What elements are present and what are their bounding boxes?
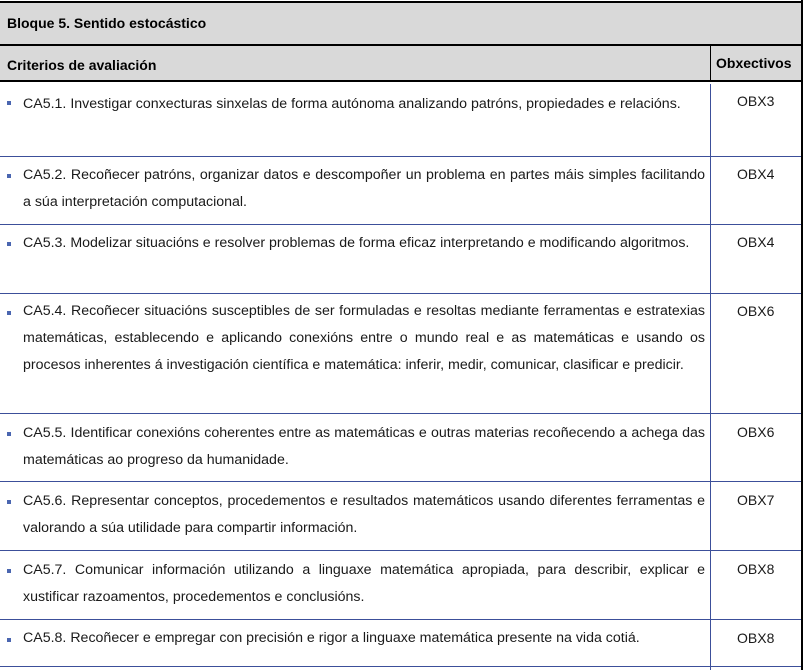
objective-code: OBX3: [737, 93, 775, 109]
block-title: Bloque 5. Sentido estocástico: [0, 1, 803, 44]
criterion-text: CA5.4. Recoñecer situacións susceptibles de ser formuladas e resoltas mediante ferramentas e estratexias matemáticas, establecendo e aplicando conexións entre o mundo real e as matemáticas e usando os procesos inherentes á investigación científica e matemática: inferir, medir, comunicar, clasificar e predicir.: [23, 303, 705, 373]
bullet-icon: [7, 500, 11, 504]
objective-code: OBX8: [737, 630, 775, 646]
criterion-text: CA5.6. Representar conceptos, procedementos e resultados matemáticos usando diferentes ferramentas e valorando a súa utilidade para compartir información.: [23, 493, 705, 536]
header-divider: [710, 44, 711, 82]
bullet-icon: [7, 174, 11, 178]
objective-code: OBX4: [737, 234, 775, 250]
row-divider: [0, 156, 803, 157]
row-divider: [0, 550, 803, 551]
criterion-text: CA5.2. Recoñecer patróns, organizar datos e descompoñer un problema en partes máis simples facilitando a súa interpretación computacional.: [23, 167, 705, 210]
objective-code: OBX6: [737, 424, 775, 440]
bullet-icon: [7, 101, 11, 105]
criterion-text: CA5.7. Comunicar información utilizando a linguaxe matemática apropiada, para describir, explicar e xustificar razoamentos, procedementos e conclusións.: [23, 562, 705, 605]
criterion-text: CA5.1. Investigar conxecturas sinxelas de forma autónoma analizando patróns, propiedades e relacións.: [23, 96, 681, 112]
objective-code: OBX8: [737, 561, 775, 577]
objective-code: OBX6: [737, 303, 775, 319]
bullet-icon: [7, 569, 11, 573]
objective-code: OBX7: [737, 492, 775, 508]
objective-code: OBX4: [737, 166, 775, 182]
column-divider: [710, 84, 711, 670]
row-divider: [0, 293, 803, 294]
bullet-icon: [7, 432, 11, 436]
row-divider: [0, 619, 803, 620]
criterion-text: CA5.5. Identificar conexións coherentes entre as matemáticas e outras materias recoñecendo a achega das matemáticas ao progreso da humanidade.: [23, 425, 705, 468]
row-divider: [0, 224, 803, 225]
table-bottom-border: [0, 666, 803, 667]
row-divider: [0, 413, 803, 414]
criterion-text: CA5.8. Recoñecer e empregar con precisión e rigor a linguaxe matemática presente na vida cotiá.: [23, 630, 640, 646]
criterion-text: CA5.3. Modelizar situacións e resolver problemas de forma eficaz interpretando e modificando algoritmos.: [23, 235, 690, 251]
bullet-icon: [7, 242, 11, 246]
criteria-column-header: Criterios de avaliación: [7, 57, 157, 73]
bullet-icon: [7, 638, 11, 642]
bullet-icon: [7, 311, 11, 315]
objectives-column-header: Obxectivos: [716, 55, 792, 71]
row-divider: [0, 481, 803, 482]
table-header: [0, 44, 803, 82]
